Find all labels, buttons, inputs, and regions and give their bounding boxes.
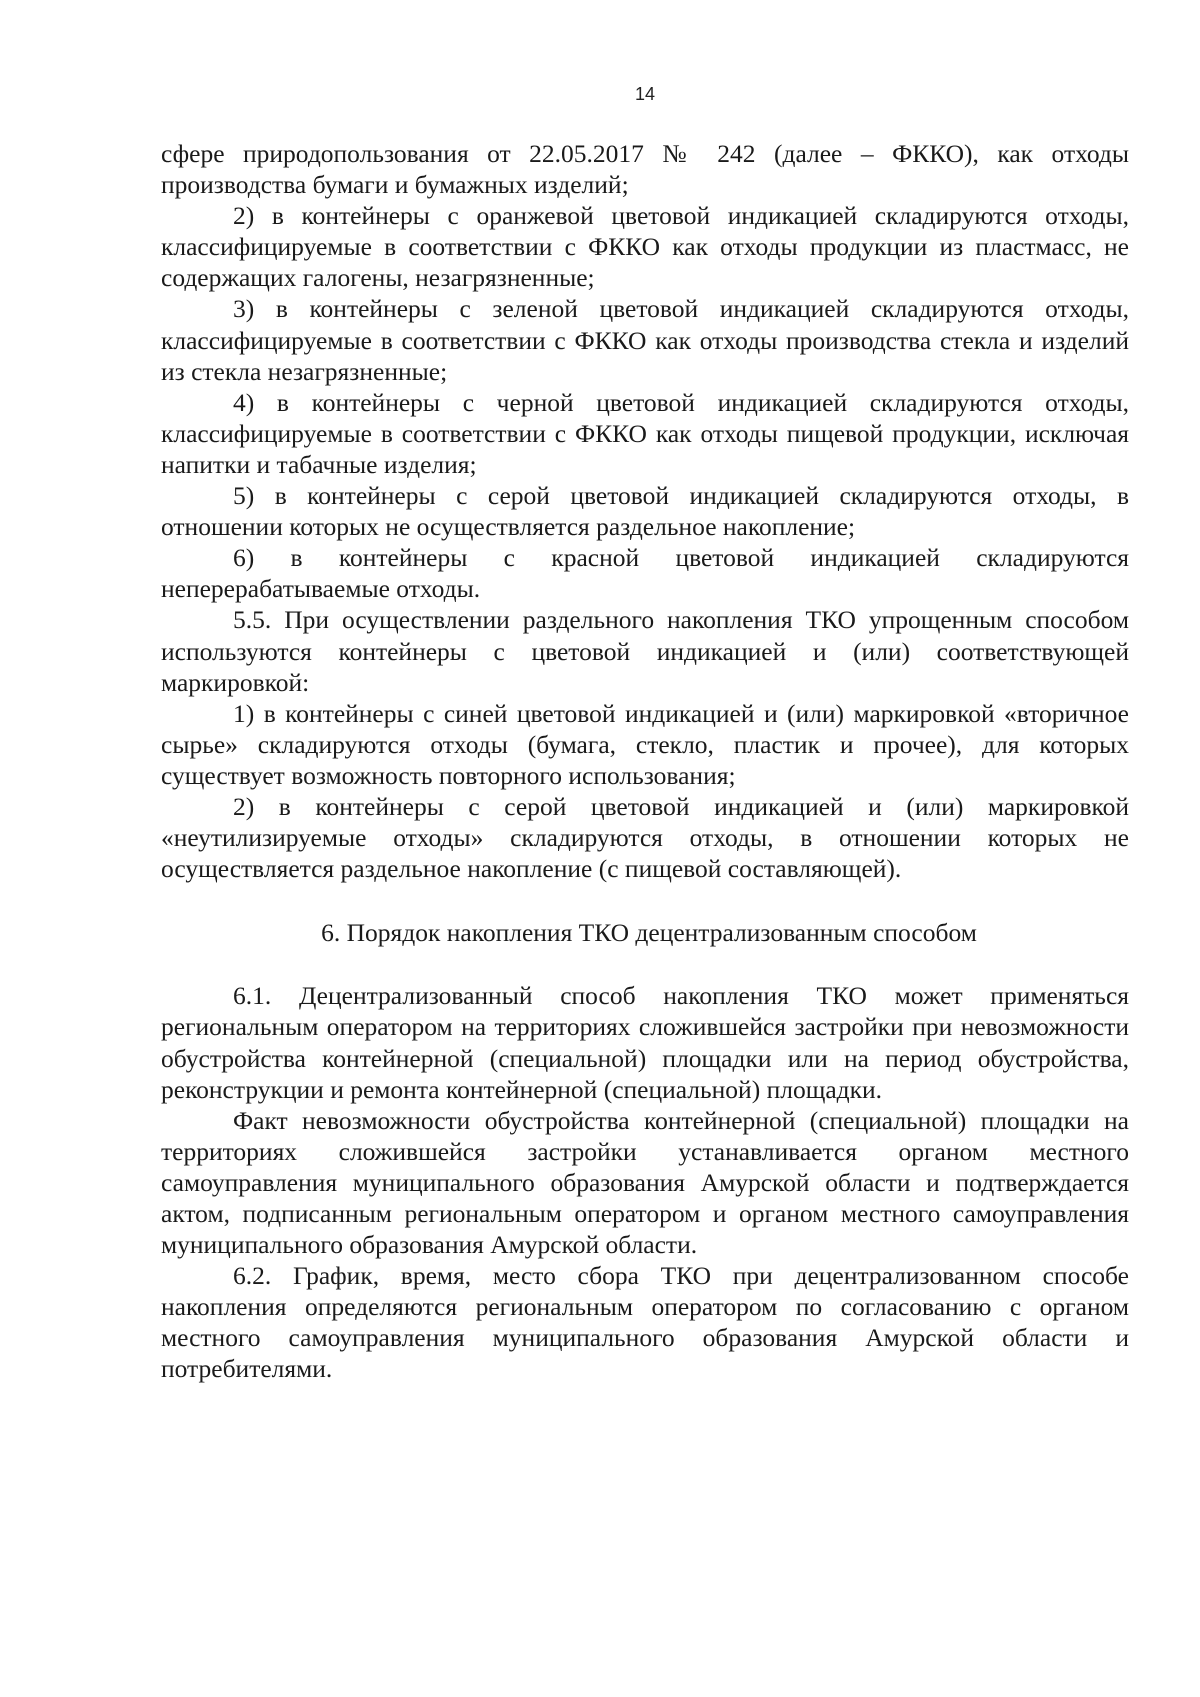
paragraph-simplified-item-1: 1) в контейнеры с синей цветовой индикацией и (или) маркировкой «вторичное сырье» складируются отходы (бумага, стекло, пластик и прочее), для которых существует возможность повторного использования; [161, 698, 1129, 790]
paragraph-item-6-red: 6) в контейнеры с красной цветовой индикацией складируются неперерабатываемые отходы. [161, 543, 1129, 604]
paragraph-5-5: 5.5. При осуществлении раздельного накопления ТКО упрощенным способом используются контейнеры с цветовой индикацией и (или) соответствующей маркировкой: [161, 605, 1129, 697]
document-body [161, 138, 1129, 1385]
section-heading: 6. Порядок накопления ТКО децентрализованным способом [321, 918, 977, 948]
paragraph-item-5-grey: 5) в контейнеры с серой цветовой индикацией складируются отходы, в отношении которых не осуществляется раздельное накопление; [161, 481, 1129, 542]
paragraph-item-3-green: 3) в контейнеры с зеленой цветовой индикацией складируются отходы, классифицируемые в соответствии с ФККО как отходы производства стекла и изделий из стекла незагрязненные; [161, 294, 1129, 386]
paragraph-fact: Факт невозможности обустройства контейнерной (специальной) площадки на территориях сложившейся застройки устанавливается органом местного самоуправления муниципального образования Амурской области и подтверждается актом, подписанным региональным оператором и органом местного самоуправления муниципального образования Амурской области. [161, 1105, 1129, 1260]
page-number: 14 [634, 84, 656, 104]
paragraph-continuation: сфере природопользования от 22.05.2017 № 242 (далее – ФККО), как отходы производства бумаги и бумажных изделий; [161, 139, 1129, 200]
paragraph-item-2-orange: 2) в контейнеры с оранжевой цветовой индикацией складируются отходы, классифицируемые в соответствии с ФККО как отходы продукции из пластмасс, не содержащих галогены, незагрязненные; [161, 201, 1129, 293]
paragraph-simplified-item-2: 2) в контейнеры с серой цветовой индикацией и (или) маркировкой «неутилизируемые отходы» складируются отходы, в отношении которых не осуществляется раздельное накопление (с пищевой составляющей). [161, 791, 1129, 884]
paragraph-6-1: 6.1. Децентрализованный способ накопления ТКО может применяться региональным оператором на территориях сложившейся застройки при невозможности обустройства контейнерной (специальной) площадки или на период обустройства, реконструкции и ремонта контейнерной (специальной) площадки. [161, 981, 1129, 1104]
paragraph-6-2: 6.2. График, время, место сбора ТКО при децентрализованном способе накопления определяются региональным оператором по согласованию с органом местного самоуправления муниципального образования Амурской области и потребителями. [161, 1261, 1129, 1384]
paragraph-item-4-black: 4) в контейнеры с черной цветовой индикацией складируются отходы, классифицируемые в соответствии с ФККО как отходы пищевой продукции, исключая напитки и табачные изделия; [161, 387, 1129, 479]
